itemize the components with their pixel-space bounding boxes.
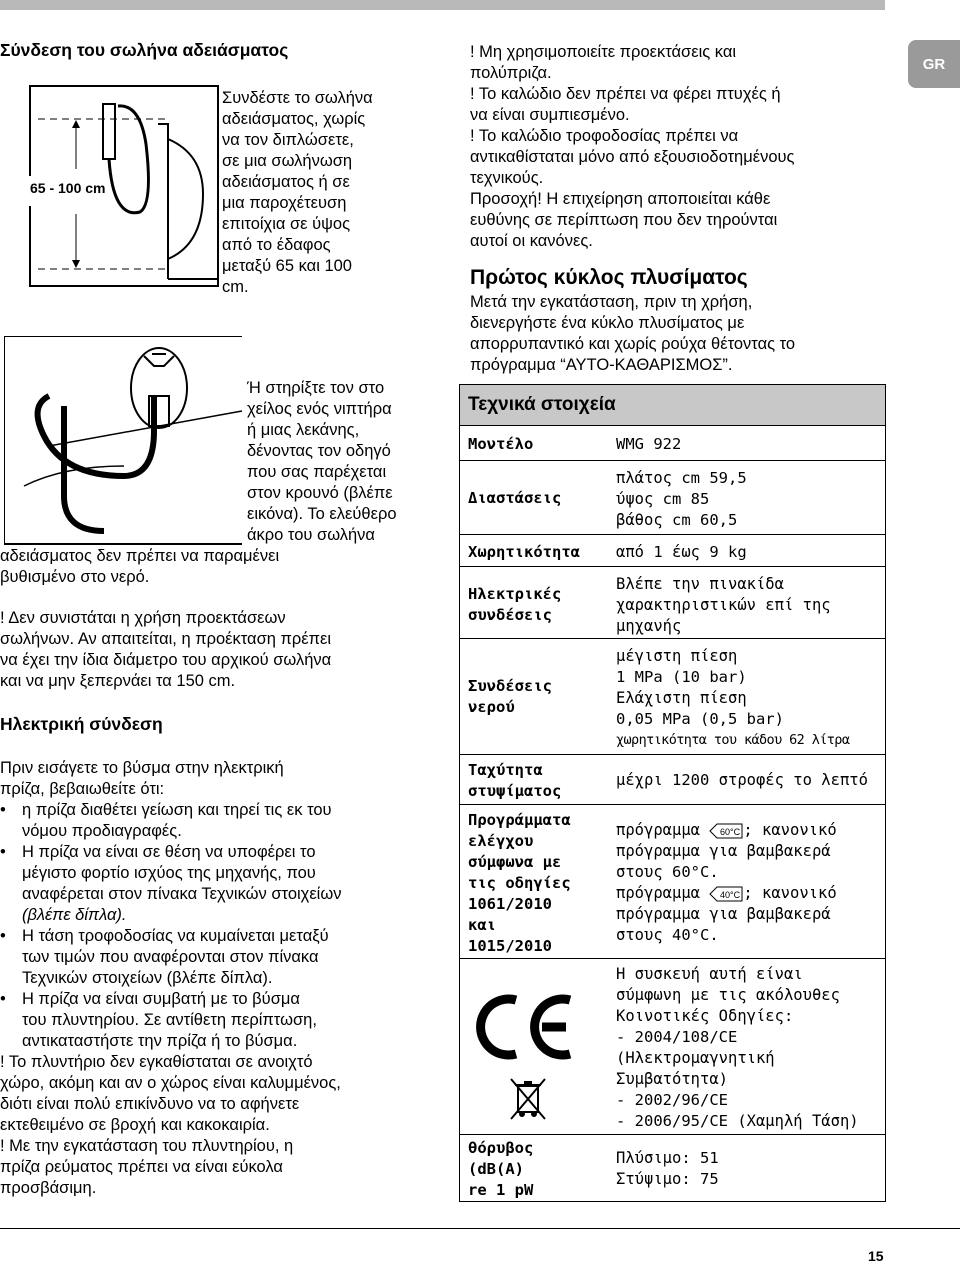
text-line: να είναι συμπιεσμένο. <box>470 106 630 124</box>
text-line: ή μιας λεκάνης, <box>247 421 360 439</box>
text-line: εκτεθειμένο σε βροχή και κακοκαιρία. <box>0 1116 270 1134</box>
model-value: WMG 922 <box>616 435 682 453</box>
text-line: των τιμών που αναφέρονται στον πίνακα <box>22 948 319 966</box>
text-span: ; κανονικό <box>743 884 837 902</box>
text-line: και να μην ξεπερνάει τα 150 cm. <box>0 672 236 690</box>
text-line: αδειάσματος ή σε <box>222 173 350 191</box>
table-divider <box>459 566 886 567</box>
text-line: συνδέσεις <box>468 606 552 624</box>
text-line: εικόνα). Το ελεύθερο <box>247 505 397 523</box>
cable-warnings <box>470 42 794 252</box>
text-line: ! Το καλώδιο δεν πρέπει να φέρει πτυχές ή <box>470 85 781 103</box>
text-line: χωρητικότητα του κάδου 62 λίτρα <box>616 732 850 748</box>
text-line: Πριν εισάγετε το βύσμα στην ηλεκτρική <box>0 759 284 777</box>
noise-value <box>616 1148 719 1190</box>
programs-label <box>468 810 571 957</box>
text-line: νόμου προδιαγραφές. <box>22 822 182 840</box>
electrical-label <box>468 584 561 626</box>
program-40-line <box>616 883 837 904</box>
text-line: στον κρουνό (βλέπε <box>247 484 393 502</box>
text-line: μεταξύ 65 και 100 <box>222 257 352 275</box>
text-line: - 2002/96/CE <box>616 1091 728 1109</box>
bullet-dot-icon: • <box>0 990 6 1008</box>
text-line: που σας παρέχεται <box>247 463 387 481</box>
text-line: πρόγραμμα “ΑΥΤΟ-ΚΑΘΑΡΙΣΜΟΣ”. <box>470 356 733 374</box>
text-line: αναφέρεται στον πίνακα Τεχνικών στοιχείων <box>22 885 342 903</box>
programs-value <box>616 820 837 946</box>
dimensions-label: Διαστάσεις <box>468 489 562 507</box>
text-line: ! Το καλώδιο τροφοδοσίας πρέπει να <box>470 127 739 145</box>
text-line: 1061/2010 <box>468 895 552 913</box>
footer-rule <box>0 1228 960 1229</box>
text-line: χαρακτηριστικών επί της <box>616 596 831 614</box>
extension-warning <box>0 608 331 692</box>
text-line: 0,05 MPa (0,5 bar) <box>616 710 784 728</box>
text-line: απορρυπαντικό και χωρίς ρούχα θέτοντας το <box>470 335 796 353</box>
text-line: Ηλεκτρικές <box>468 585 562 603</box>
text-line: στους 40°C. <box>616 926 719 944</box>
text-line: - 2006/95/CE (Χαμηλή Τάση) <box>616 1112 859 1130</box>
text-line: θόρυβος <box>468 1139 534 1157</box>
text-line: - 2004/108/CE <box>616 1028 738 1046</box>
text-span: πρόγραμμα <box>616 821 700 839</box>
text-line: αυτοί οι κανόνες. <box>470 232 593 250</box>
text-line: αντικαθίσταται μόνο από εξουσιοδοτημένους <box>470 148 795 166</box>
text-line: να έχει την ίδια διάμετρο του αρχικού σωλήνα <box>0 651 332 669</box>
text-line: τις οδηγίες <box>468 874 571 892</box>
text-line: σε μια σωλήνωση <box>222 152 353 170</box>
sink-hook-figure <box>4 336 244 551</box>
svg-text:40°C: 40°C <box>720 889 741 900</box>
text-line: Κοινοτικές Οδηγίες: <box>616 1007 794 1025</box>
text-line: Τεχνικών στοιχείων (βλέπε δίπλα). <box>22 969 273 987</box>
water-value <box>616 646 849 751</box>
program-60-line <box>616 820 837 841</box>
crossed-bin-icon <box>508 1076 548 1122</box>
text-span: πρόγραμμα <box>616 884 700 902</box>
program-60c-icon <box>709 823 743 839</box>
electric-intro <box>0 758 284 800</box>
text-line: ! Το πλυντήριο δεν εγκαθίσταται σε ανοιχτό <box>0 1053 313 1071</box>
text-line: του πλυντηρίου. Σε αντίθετη περίπτωση, <box>22 1011 317 1029</box>
electrical-value <box>616 574 831 637</box>
text-line: Πλύσιμο: 51 <box>616 1149 719 1167</box>
text-line: Ταχύτητα <box>468 761 543 779</box>
table-divider <box>459 1134 886 1135</box>
text-line: ελέγχου <box>468 832 534 850</box>
text-line: άκρο του σωλήνα <box>247 526 375 544</box>
text-span: ; κανονικό <box>743 821 837 839</box>
text-line: Ελάχιστη πίεση <box>616 689 747 707</box>
language-badge: GR <box>908 40 960 88</box>
bullet-item <box>0 842 440 926</box>
water-label <box>468 676 552 718</box>
text-line: στυψίματος <box>468 782 562 800</box>
text-line: βάθος cm 60,5 <box>616 511 738 529</box>
drain-paragraph-1 <box>222 88 373 298</box>
text-line: Στύψιμο: 75 <box>616 1170 719 1188</box>
text-line: σωλήνων. Αν απαιτείται, η προέκταση πρέπει <box>0 630 332 648</box>
capacity-label: Χωρητικότητα <box>468 543 580 561</box>
text-line: μηχανής <box>616 617 682 635</box>
text-line: και <box>468 916 496 934</box>
text-line: Η πρίζα να είναι συμβατή με το βύσμα <box>22 990 300 1008</box>
text-line: μέγιστο φορτίο ισχύος της μηχανής, που <box>22 864 316 882</box>
table-divider <box>459 534 886 535</box>
dimensions-value <box>616 468 747 531</box>
table-divider <box>459 958 886 959</box>
text-line: Βλέπε την πινακίδα <box>616 575 784 593</box>
text-line: Ή στηρίξτε τον στο <box>247 379 385 397</box>
spin-value: μέχρι 1200 στροφές το λεπτό <box>616 771 868 789</box>
text-line: τεχνικούς. <box>470 169 544 187</box>
text-line: Προσοχή! Η επιχείρηση αποποιείται κάθε <box>470 190 771 208</box>
drain-paragraph-2-end <box>0 546 279 588</box>
text-line: (βλέπε δίπλα). <box>22 906 127 924</box>
text-line: Η πρίζα να είναι σε θέση να υποφέρει το <box>22 843 316 861</box>
ce-mark-icon <box>466 992 578 1062</box>
bullet-dot-icon: • <box>0 843 6 861</box>
top-bar <box>0 0 885 10</box>
noise-label <box>468 1138 533 1201</box>
spin-label <box>468 760 561 802</box>
text-line: ! Με την εγκατάσταση του πλυντηρίου, η <box>0 1137 294 1155</box>
text-line: διενεργήστε ένα κύκλο πλυσίματος με <box>470 314 745 332</box>
text-line: πλάτος cm 59,5 <box>616 469 747 487</box>
text-line: από το έδαφος <box>222 236 331 254</box>
text-line: (dB(A) <box>468 1160 524 1178</box>
text-line: (Ηλεκτρομαγνητική <box>616 1049 775 1067</box>
table-divider <box>459 804 886 805</box>
bullet-dot-icon: • <box>0 927 6 945</box>
text-line: Μετά την εγκατάσταση, πριν τη χρήση, <box>470 293 753 311</box>
table-divider <box>459 460 886 461</box>
text-line: στους 60°C. <box>616 863 719 881</box>
text-line: μια παροχέτευση <box>222 194 347 212</box>
text-line: η πρίζα διαθέτει γείωση και τηρεί τις εκ του <box>22 801 332 819</box>
bullet-dot-icon: • <box>0 801 6 819</box>
text-line: ευθύνης σε περίπτωση που δεν τηρούνται <box>470 211 778 229</box>
text-line: βυθισμένο στο νερό. <box>0 568 150 586</box>
text-line: 1015/2010 <box>468 937 552 955</box>
text-line: προσβάσιμη. <box>0 1179 97 1197</box>
text-line: να τον διπλώσετε, <box>222 131 354 149</box>
electric-title: Ηλεκτρική σύνδεση <box>0 714 163 734</box>
text-line: Προγράμματα <box>468 811 571 829</box>
text-line: πρόγραμμα για βαμβακερά <box>616 842 831 860</box>
text-line: Η τάση τροφοδοσίας να κυμαίνεται μεταξύ <box>22 927 329 945</box>
text-line: αδειάσματος δεν πρέπει να παραμένει <box>0 547 280 565</box>
drain-paragraph-2 <box>247 378 397 546</box>
text-line: μέγιστη πίεση <box>616 647 738 665</box>
text-line: χώρο, ακόμη και αν ο χώρος είναι καλυμμένος, <box>0 1074 341 1092</box>
model-label: Μοντέλο <box>468 435 534 453</box>
first-cycle-text <box>470 292 795 376</box>
ce-directives-value <box>616 964 859 1132</box>
text-line: αντικαταστήστε την πρίζα ή το βύσμα. <box>22 1032 298 1050</box>
text-line: διότι είναι πολύ επικίνδυνο να το αφήνετε <box>0 1095 300 1113</box>
sink-hook-illustration <box>4 336 244 546</box>
text-line: re 1 pW <box>468 1181 534 1199</box>
height-range-label: 65 - 100 cm <box>30 180 106 196</box>
socket-access-warning <box>0 1136 440 1199</box>
text-line: πρίζα, βεβαιωθείτε ότι: <box>0 780 165 798</box>
text-line: Η συσκευή αυτή είναι <box>616 965 803 983</box>
bullet-item <box>0 989 440 1052</box>
outdoor-warning <box>0 1052 440 1136</box>
text-line: πολύπριζα. <box>470 64 552 82</box>
text-line: δένοντας τον οδηγό <box>247 442 391 460</box>
text-line: νερού <box>468 698 515 716</box>
text-line: ύψος cm 85 <box>616 490 710 508</box>
text-line: Συνδέστε το σωλήνα <box>222 89 373 107</box>
drain-title: Σύνδεση του σωλήνα αδειάσματος <box>0 40 289 60</box>
text-line: σύμφωνη με τις ακόλουθες <box>616 986 840 1004</box>
bullet-item <box>0 800 440 842</box>
specs-title: Τεχνικά στοιχεία <box>459 384 886 426</box>
capacity-value: από 1 έως 9 kg <box>616 543 747 561</box>
text-line: 1 MPa (10 bar) <box>616 668 747 686</box>
text-line: Συμβατότητα) <box>616 1070 728 1088</box>
text-line: ! Δεν συνιστάται η χρήση προεκτάσεων <box>0 609 286 627</box>
page-number: 15 <box>868 1248 884 1264</box>
text-line: Συνδέσεις <box>468 677 552 695</box>
table-divider <box>459 754 886 755</box>
text-line: πρίζα ρεύματος πρέπει να είναι εύκολα <box>0 1158 283 1176</box>
text-line: πρόγραμμα για βαμβακερά <box>616 905 831 923</box>
program-40c-icon <box>709 886 743 902</box>
bullet-item <box>0 926 440 989</box>
text-line: σύμφωνα με <box>468 853 562 871</box>
text-line: επιτοίχια σε ύψος <box>222 215 351 233</box>
text-line: χείλος ενός νιπτήρα <box>247 400 392 418</box>
electric-bullets <box>0 800 440 1199</box>
text-line: cm. <box>222 278 249 296</box>
svg-text:60°C: 60°C <box>720 826 741 837</box>
text-line: αδειάσματος, χωρίς <box>222 110 366 128</box>
table-divider <box>459 638 886 639</box>
first-cycle-title: Πρώτος κύκλος πλυσίματος <box>470 266 748 289</box>
text-line: ! Μη χρησιμοποιείτε προεκτάσεις και <box>470 43 737 61</box>
